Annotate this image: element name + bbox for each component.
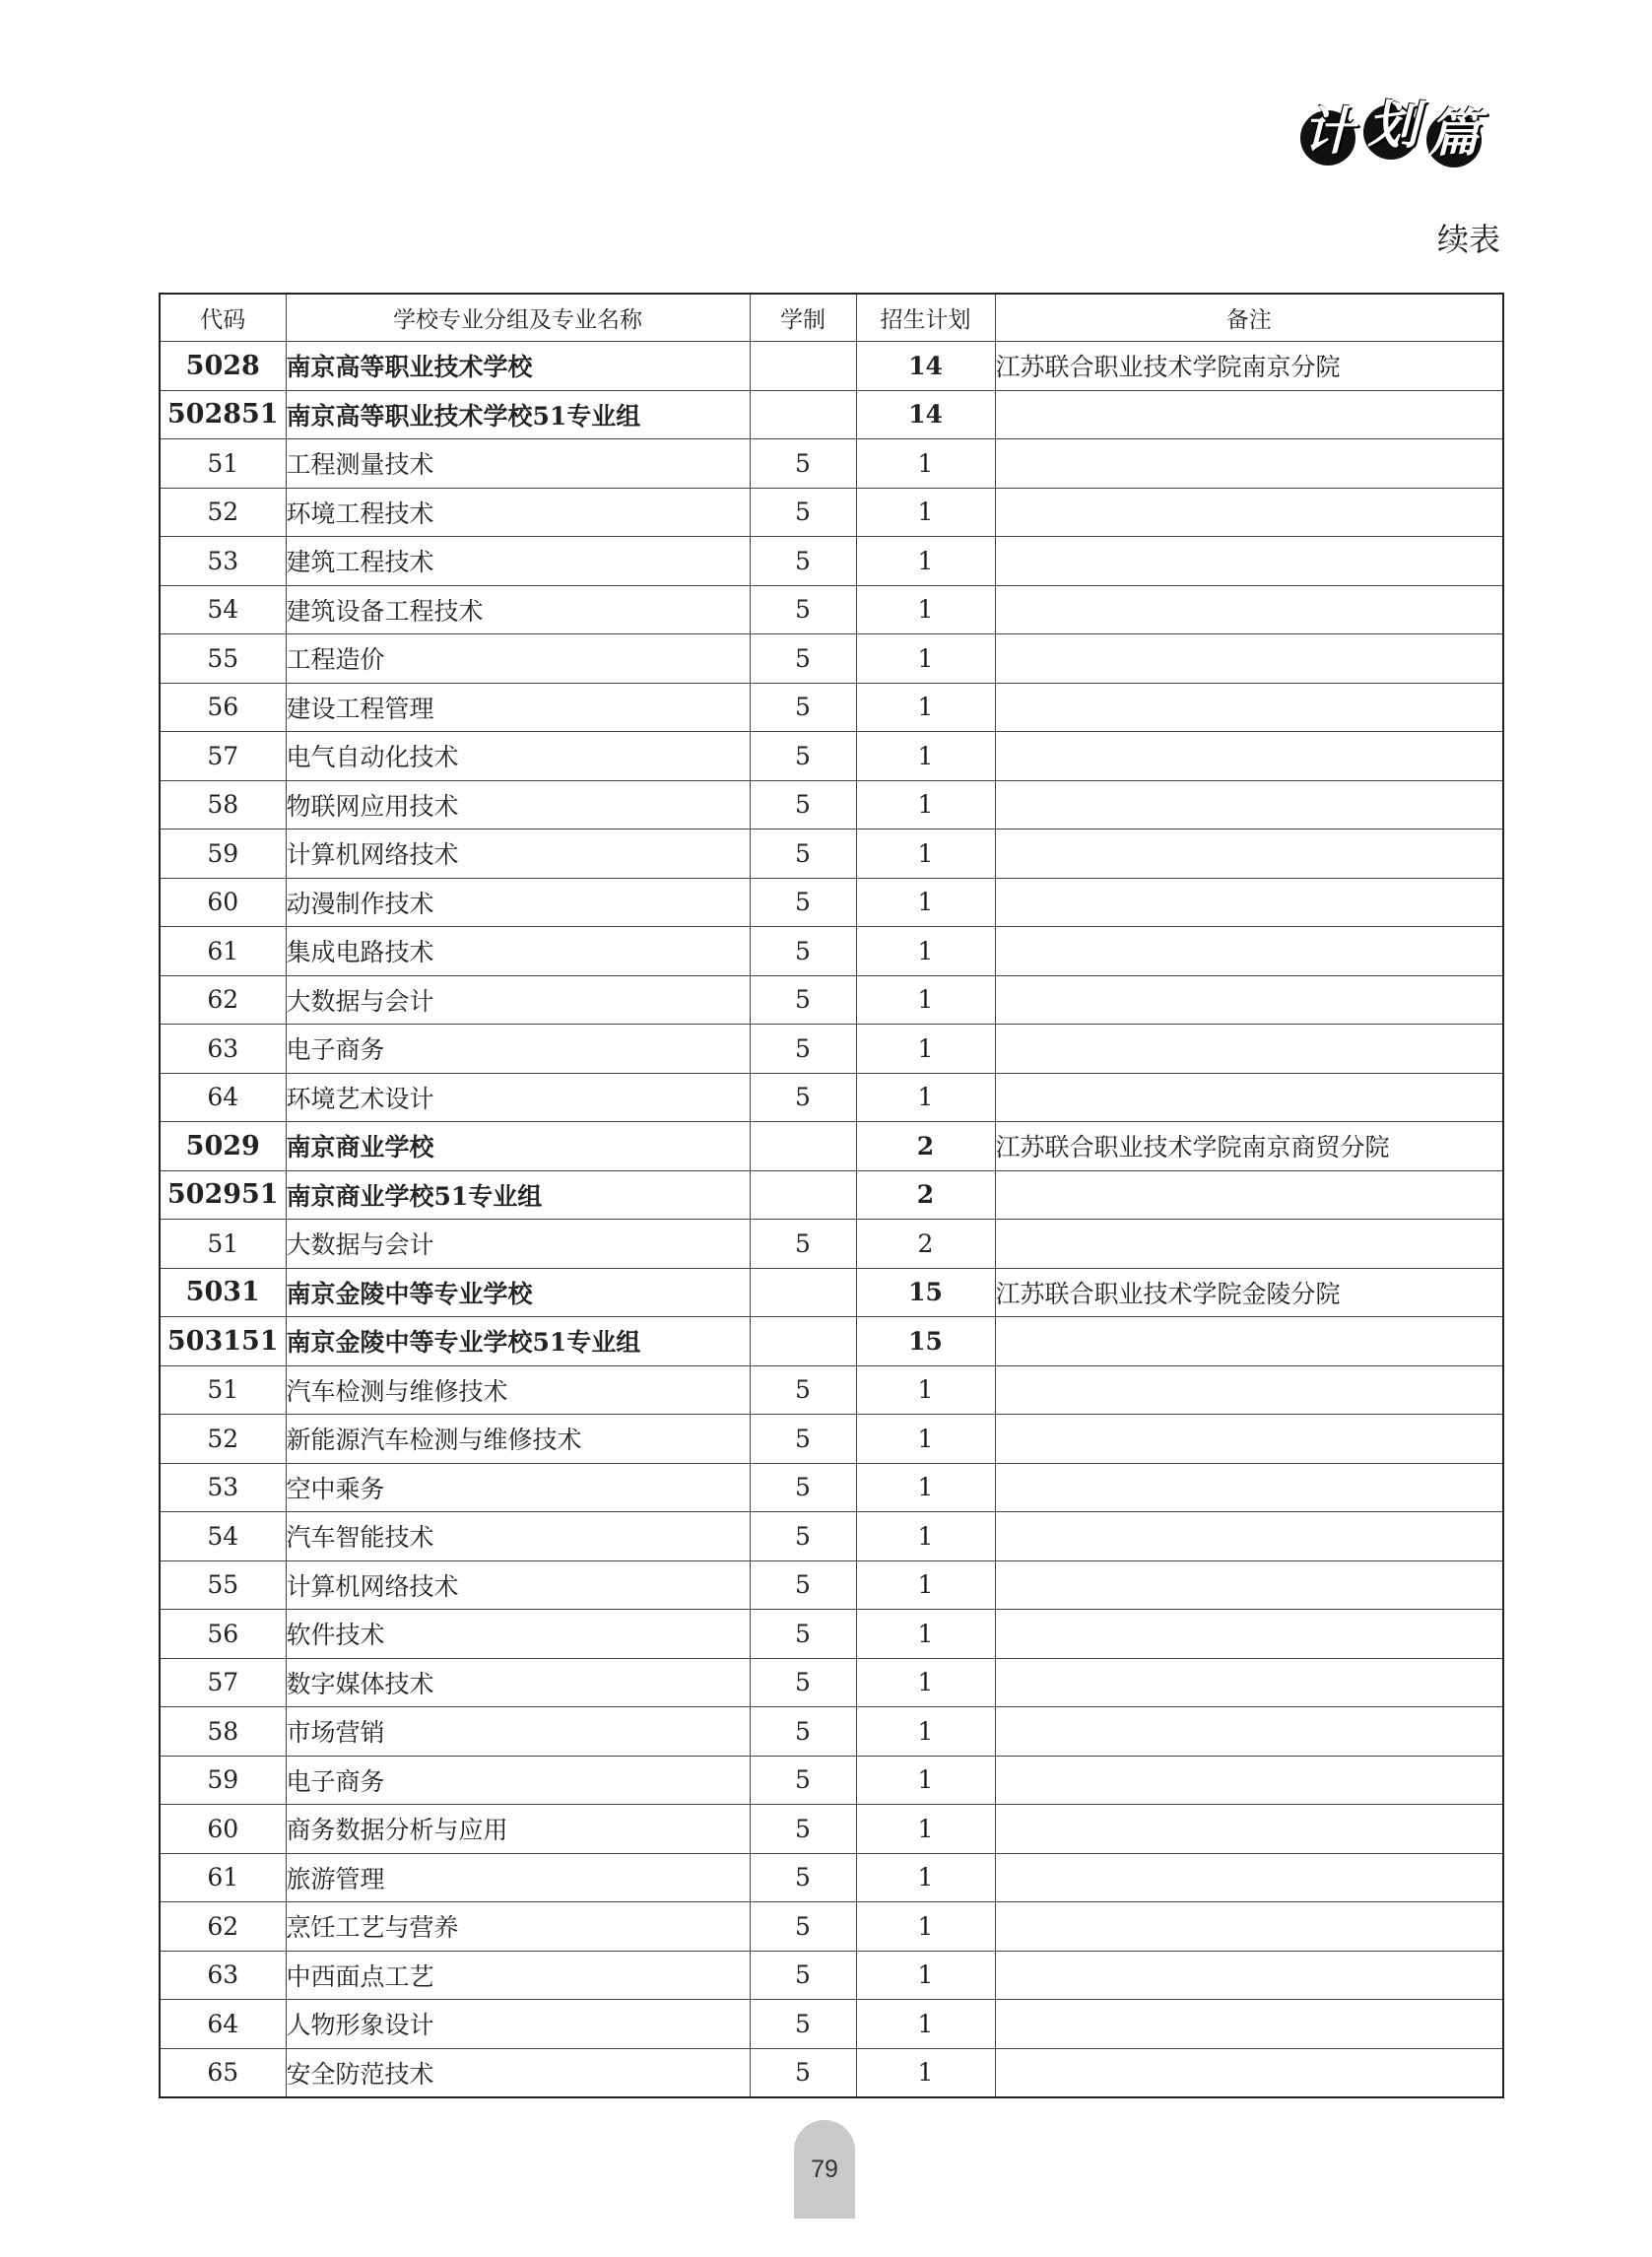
cell-years: 5 [750,1707,856,1757]
cell-name: 工程造价 [286,634,750,684]
cell-code: 59 [160,830,286,879]
table-row-group [160,1122,1503,1171]
cell-years: 5 [750,1365,856,1415]
table-row [160,634,1503,684]
cell-name: 南京高等职业技术学校51专业组 [286,390,750,439]
cell-note [995,1025,1503,1074]
cell-years: 5 [750,2000,856,2049]
cell-code: 53 [160,537,286,586]
table-row [160,1658,1503,1707]
cell-code: 502851 [160,390,286,439]
cell-note [995,878,1503,927]
cell-note [995,1610,1503,1659]
cell-years: 5 [750,1853,856,1902]
cell-plan: 1 [856,1853,995,1902]
cell-name: 新能源汽车检测与维修技术 [286,1415,750,1464]
cell-code: 5031 [160,1268,286,1317]
cell-note [995,1951,1503,2000]
table-header-row [160,294,1503,342]
cell-name: 市场营销 [286,1707,750,1757]
cell-code: 59 [160,1756,286,1805]
table-row-group [160,342,1503,391]
cell-years: 5 [750,1073,856,1122]
cell-name: 工程测量技术 [286,439,750,489]
cell-plan: 1 [856,1610,995,1659]
cell-name: 环境工程技术 [286,488,750,537]
cell-plan: 2 [856,1220,995,1269]
cell-note [995,732,1503,781]
cell-plan: 1 [856,1951,995,2000]
cell-plan: 1 [856,1902,995,1952]
cell-name: 南京金陵中等专业学校 [286,1268,750,1317]
cell-note [995,585,1503,634]
cell-code: 503151 [160,1317,286,1366]
cell-name: 电子商务 [286,1025,750,1074]
cell-plan: 1 [856,537,995,586]
cell-plan: 1 [856,878,995,927]
cell-years [750,1268,856,1317]
cell-plan: 1 [856,634,995,684]
cell-years: 5 [750,732,856,781]
cell-code: 61 [160,1853,286,1902]
cell-plan: 1 [856,439,995,489]
table-row [160,1415,1503,1464]
cell-code: 56 [160,683,286,732]
cell-code: 54 [160,1512,286,1561]
cell-plan: 1 [856,1805,995,1854]
table-row [160,488,1503,537]
cell-name: 大数据与会计 [286,975,750,1025]
cell-name: 建设工程管理 [286,683,750,732]
cell-plan: 14 [856,390,995,439]
cell-note [995,537,1503,586]
cell-code: 56 [160,1610,286,1659]
page-number: 79 [811,2156,838,2183]
cell-years [750,342,856,391]
cell-plan: 1 [856,1025,995,1074]
cell-years: 5 [750,1560,856,1610]
cell-name: 空中乘务 [286,1463,750,1512]
table-row [160,585,1503,634]
cell-code: 57 [160,732,286,781]
table-row [160,1463,1503,1512]
cell-note [995,390,1503,439]
cell-note: 江苏联合职业技术学院南京商贸分院 [995,1122,1503,1171]
cell-name: 南京商业学校 [286,1122,750,1171]
cell-note [995,1902,1503,1952]
cell-note [995,1317,1503,1366]
table-row [160,1853,1503,1902]
cell-plan: 1 [856,1707,995,1757]
table-row [160,1902,1503,1952]
table-row [160,1365,1503,1415]
table-row-group [160,390,1503,439]
table-row [160,1073,1503,1122]
cell-note [995,1170,1503,1220]
cell-note [995,1707,1503,1757]
cell-note [995,1560,1503,1610]
cell-code: 60 [160,1805,286,1854]
cell-code: 58 [160,780,286,830]
cell-code: 58 [160,1707,286,1757]
cell-note [995,634,1503,684]
table-row-group [160,1170,1503,1220]
cell-note [995,1463,1503,1512]
cell-code: 55 [160,634,286,684]
cell-note: 江苏联合职业技术学院金陵分院 [995,1268,1503,1317]
cell-code: 51 [160,1365,286,1415]
cell-name: 安全防范技术 [286,2048,750,2097]
cell-note: 江苏联合职业技术学院南京分院 [995,342,1503,391]
cell-plan: 1 [856,1463,995,1512]
cell-code: 5029 [160,1122,286,1171]
table-row [160,1610,1503,1659]
column-header-name: 学校专业分组及专业名称 [286,294,750,342]
cell-plan: 1 [856,732,995,781]
table-row [160,2048,1503,2097]
cell-name: 计算机网络技术 [286,830,750,879]
cell-note [995,1853,1503,1902]
cell-name: 人物形象设计 [286,2000,750,2049]
cell-years: 5 [750,1951,856,2000]
cell-plan: 1 [856,927,995,976]
cell-code: 63 [160,1025,286,1074]
cell-years: 5 [750,1415,856,1464]
table-row [160,878,1503,927]
cell-note [995,1805,1503,1854]
cell-code: 54 [160,585,286,634]
table-row [160,830,1503,879]
cell-plan: 1 [856,1560,995,1610]
enrollment-table [159,293,1504,2098]
table-row [160,780,1503,830]
cell-name: 电子商务 [286,1756,750,1805]
cell-note [995,1512,1503,1561]
cell-years: 5 [750,1756,856,1805]
table-row [160,1512,1503,1561]
cell-note [995,1415,1503,1464]
cell-plan: 1 [856,975,995,1025]
cell-name: 建筑设备工程技术 [286,585,750,634]
column-header-years: 学制 [750,294,856,342]
table-row [160,732,1503,781]
cell-note [995,2000,1503,2049]
cell-years: 5 [750,1902,856,1952]
table-row-group [160,1268,1503,1317]
cell-name: 软件技术 [286,1610,750,1659]
cell-plan: 1 [856,488,995,537]
cell-name: 环境艺术设计 [286,1073,750,1122]
cell-code: 60 [160,878,286,927]
cell-note [995,975,1503,1025]
cell-code: 53 [160,1463,286,1512]
logo-char: 计 [1302,101,1355,162]
cell-name: 数字媒体技术 [286,1658,750,1707]
cell-years: 5 [750,878,856,927]
cell-plan: 1 [856,585,995,634]
cell-plan: 1 [856,1365,995,1415]
cell-plan: 1 [856,780,995,830]
table-body [160,342,1503,2098]
cell-note [995,2048,1503,2097]
cell-years: 5 [750,1463,856,1512]
cell-plan: 1 [856,2048,995,2097]
cell-name: 计算机网络技术 [286,1560,750,1610]
cell-years: 5 [750,780,856,830]
cell-code: 55 [160,1560,286,1610]
cell-note [995,683,1503,732]
column-header-code: 代码 [160,294,286,342]
cell-plan: 1 [856,2000,995,2049]
cell-name: 商务数据分析与应用 [286,1805,750,1854]
table-row [160,537,1503,586]
cell-plan: 1 [856,1073,995,1122]
table-row [160,1756,1503,1805]
cell-years: 5 [750,1805,856,1854]
cell-years: 5 [750,488,856,537]
cell-years: 5 [750,2048,856,2097]
cell-code: 502951 [160,1170,286,1220]
table-row [160,975,1503,1025]
cell-code: 51 [160,439,286,489]
cell-plan: 2 [856,1122,995,1171]
table-row [160,439,1503,489]
cell-name: 建筑工程技术 [286,537,750,586]
table-row-group [160,1317,1503,1366]
cell-code: 63 [160,1951,286,2000]
cell-plan: 14 [856,342,995,391]
table-row [160,1951,1503,2000]
cell-note [995,780,1503,830]
table-row [160,683,1503,732]
cell-code: 65 [160,2048,286,2097]
cell-name: 大数据与会计 [286,1220,750,1269]
logo-char: 篇 [1428,103,1481,164]
cell-years: 5 [750,927,856,976]
column-header-plan: 招生计划 [856,294,995,342]
cell-name: 动漫制作技术 [286,878,750,927]
table-row [160,927,1503,976]
cell-code: 51 [160,1220,286,1269]
cell-code: 52 [160,488,286,537]
cell-note [995,1365,1503,1415]
table-row [160,1025,1503,1074]
cell-years: 5 [750,634,856,684]
cell-code: 61 [160,927,286,976]
cell-note [995,1220,1503,1269]
cell-years: 5 [750,1025,856,1074]
cell-name: 南京高等职业技术学校 [286,342,750,391]
cell-plan: 1 [856,1415,995,1464]
table-row [160,2000,1503,2049]
cell-note [995,1756,1503,1805]
cell-plan: 15 [856,1268,995,1317]
cell-name: 南京金陵中等专业学校51专业组 [286,1317,750,1366]
cell-years: 5 [750,439,856,489]
cell-years: 5 [750,1512,856,1561]
cell-plan: 1 [856,1756,995,1805]
cell-years: 5 [750,975,856,1025]
cell-code: 62 [160,975,286,1025]
cell-code: 62 [160,1902,286,1952]
cell-note [995,439,1503,489]
cell-plan: 15 [856,1317,995,1366]
cell-note [995,830,1503,879]
cell-years: 5 [750,1658,856,1707]
cell-years [750,1122,856,1171]
cell-code: 5028 [160,342,286,391]
logo-char: 划 [1367,96,1420,156]
cell-plan: 1 [856,683,995,732]
cell-years [750,1170,856,1220]
table-row [160,1707,1503,1757]
continued-label: 续表 [1436,221,1500,258]
table-row [160,1220,1503,1269]
cell-plan: 1 [856,1658,995,1707]
cell-code: 64 [160,2000,286,2049]
cell-note [995,1073,1503,1122]
cell-name: 集成电路技术 [286,927,750,976]
cell-years: 5 [750,1220,856,1269]
cell-note [995,1658,1503,1707]
cell-name: 电气自动化技术 [286,732,750,781]
cell-years [750,1317,856,1366]
cell-years: 5 [750,683,856,732]
cell-note [995,488,1503,537]
cell-plan: 1 [856,830,995,879]
cell-name: 中西面点工艺 [286,1951,750,2000]
table-row [160,1805,1503,1854]
cell-name: 汽车检测与维修技术 [286,1365,750,1415]
cell-years: 5 [750,537,856,586]
cell-plan: 2 [856,1170,995,1220]
cell-code: 52 [160,1415,286,1464]
cell-code: 64 [160,1073,286,1122]
cell-name: 南京商业学校51专业组 [286,1170,750,1220]
cell-name: 汽车智能技术 [286,1512,750,1561]
cell-plan: 1 [856,1512,995,1561]
cell-years [750,390,856,439]
cell-name: 旅游管理 [286,1853,750,1902]
cell-years: 5 [750,1610,856,1659]
cell-code: 57 [160,1658,286,1707]
section-logo [1298,96,1486,169]
column-header-note: 备注 [995,294,1503,342]
cell-note [995,927,1503,976]
cell-name: 烹饪工艺与营养 [286,1902,750,1952]
table-row [160,1560,1503,1610]
cell-name: 物联网应用技术 [286,780,750,830]
cell-years: 5 [750,830,856,879]
cell-years: 5 [750,585,856,634]
